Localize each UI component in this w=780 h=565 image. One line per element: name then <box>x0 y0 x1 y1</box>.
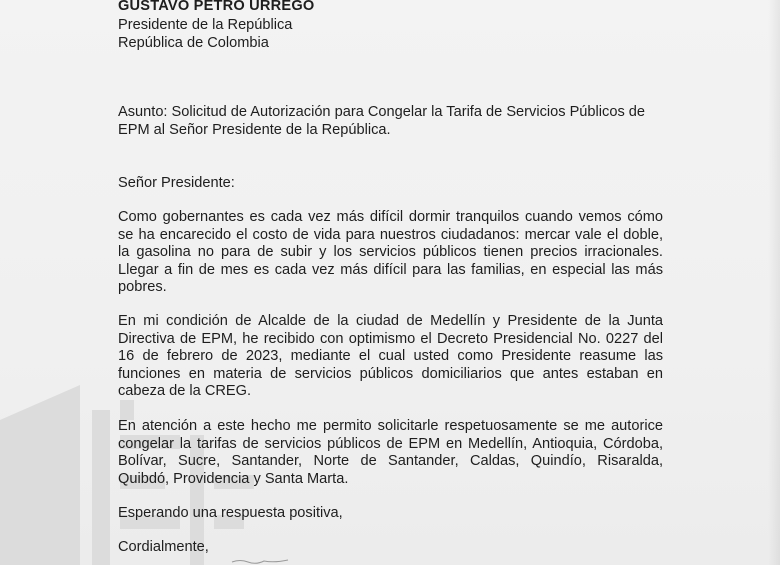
paragraph-line: funciones en materia de servicios públicos domiciliarios que antes estaban en <box>118 365 663 382</box>
salutation: Señor Presidente: <box>118 175 235 191</box>
closing-phrase: Esperando una respuesta positiva, <box>118 505 343 521</box>
paragraph-line: pobres. <box>118 279 167 296</box>
paragraph-line: Llegar a fin de mes es cada vez más difícil para las familias, en especial las más <box>118 261 663 278</box>
paragraph-line: En mi condición de Alcalde de la ciudad de Medellín y Presidente de la Junta <box>118 313 663 329</box>
paragraph-line: Como gobernantes es cada vez más difícil dormir tranquilos cuando vemos cómo <box>118 209 663 225</box>
paragraph-line: 16 de febrero de 2023, mediante el cual usted como Presidente reasume las <box>118 348 663 365</box>
signature-trace <box>230 558 290 564</box>
page-edge-shadow <box>768 0 780 565</box>
paragraph-line: En atención a este hecho me permito solicitarle respetuosamente se me autorice <box>118 418 663 434</box>
paragraph-line: Quibdó, Providencia y Santa Marta. <box>118 470 349 487</box>
subject-line-2: EPM al Señor Presidente de la República. <box>118 121 391 138</box>
paragraph-line: congelar la tarifas de servicios públicos de EPM en Medellín, Antioquia, Córdoba, <box>118 435 663 452</box>
body-paragraph-1 <box>118 209 663 297</box>
paragraph-line: se ha encarecido el costo de vida para nuestros ciudadanos: mercar vale el doble, <box>118 226 663 243</box>
sender-country: República de Colombia <box>118 35 269 51</box>
sender-name: GUSTAVO PETRO URREGO <box>118 0 315 14</box>
subject-line-1: Asunto: Solicitud de Autorización para Congelar la Tarifa de Servicios Públicos de <box>118 104 646 120</box>
paragraph-line: Bolívar, Sucre, Santander, Norte de Santander, Caldas, Quindío, Risaralda, <box>118 453 663 470</box>
subject-line <box>118 104 663 139</box>
sender-title: Presidente de la República <box>118 17 293 33</box>
paragraph-line: cabeza de la CREG. <box>118 383 252 400</box>
paragraph-line: la gasolina no para de subir y los servicios públicos tienen precios irracionales. <box>118 244 663 261</box>
body-paragraph-2 <box>118 313 663 401</box>
sign-off: Cordialmente, <box>118 539 209 555</box>
body-paragraph-3 <box>118 418 663 488</box>
paragraph-line: Directiva de EPM, he recibido con optimismo el Decreto Presidencial No. 0227 del <box>118 330 663 347</box>
